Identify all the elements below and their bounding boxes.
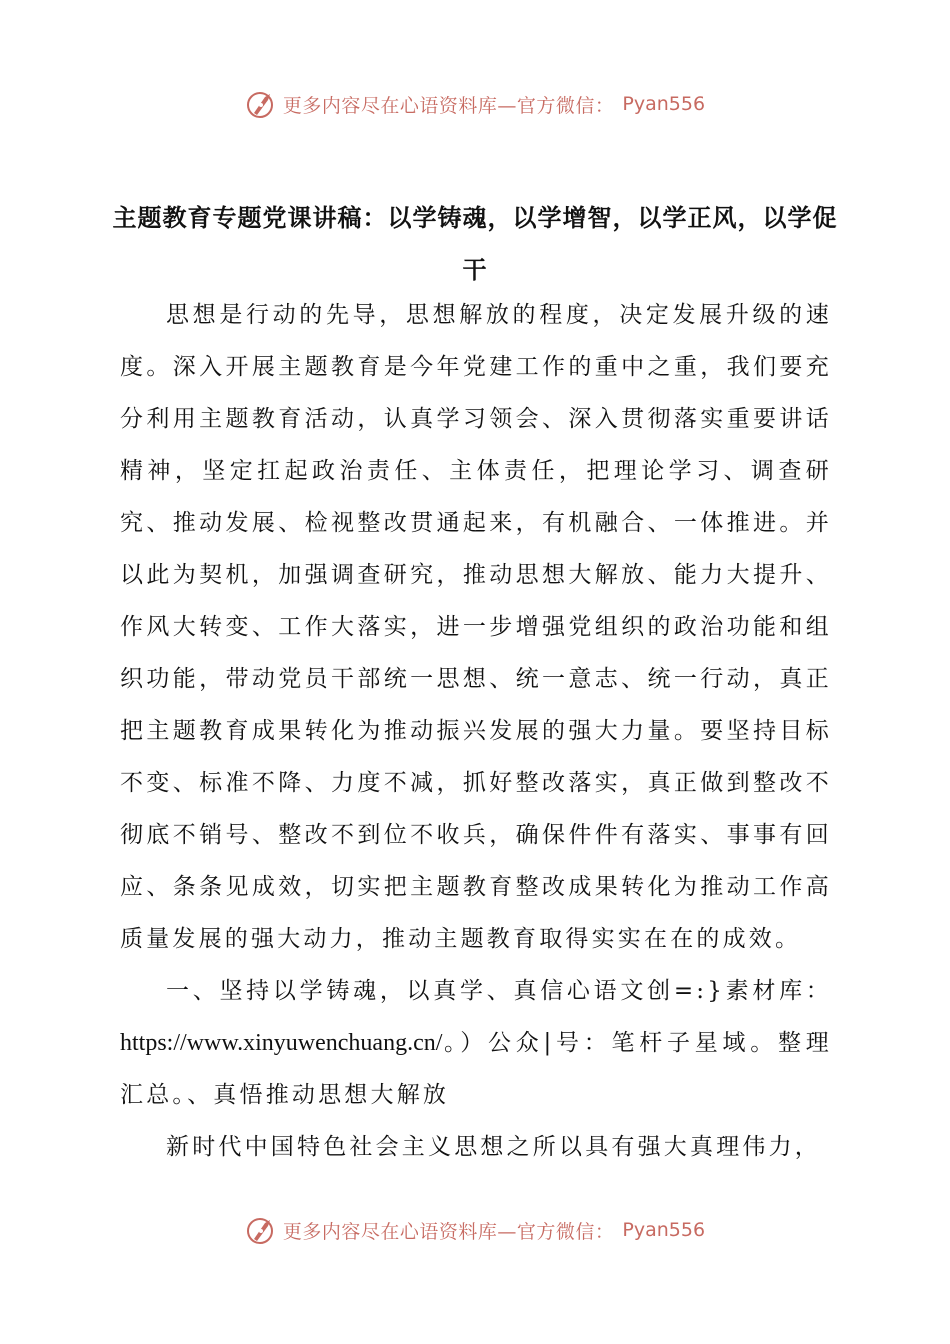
- body-paragraph: 思想是行动的先导，思想解放的程度，决定发展升级的速度。深入开展主题教育是今年党建工作的重中之重，我们要充分利用主题教育活动，认真学习领会、深入贯彻落实重要讲话精神，坚定扛起政治责任、主体责任，把理论学习、调查研究、推动发展、检视整改贯通起来，有机融合、一体推进。并以此为契机，加强调查研究，推动思想大解放、能力大提升、作风大转变、工作大落实，进一步增强党组织的政治功能和组织功能，带动党员干部统一思想、统一意志、统一行动，真正把主题教育成果转化为推动振兴发展的强大力量。要坚持目标不变、标准不降、力度不减，抓好整改落实，真正做到整改不彻底不销号、整改不到位不收兵，确保件件有落实、事事有回应、条条见成效，切实把主题教育整改成果转化为推动工作高质量发展的强大动力，推动主题教育取得实实在在的成效。: [120, 302, 832, 952]
- footer-watermark: [0, 1210, 950, 1250]
- watermark-text: 更多内容尽在心语资料库—官方微信：: [282, 94, 615, 117]
- body-paragraph: 新时代中国特色社会主义思想之所以具有强大真理伟力，: [166, 1134, 821, 1160]
- section-text-before-url: 一、坚持以学铸魂，以真学、真信心语文创=:}素材库：: [166, 978, 832, 1004]
- url-link[interactable]: https://www.xinyuwenchuang.cn/: [120, 1030, 443, 1056]
- document-body: [120, 289, 832, 1173]
- watermark-id: Pyan556: [622, 93, 706, 115]
- document-title: 主题教育专题党课讲稿：以学铸魂，以学增智，以学正风，以学促干: [112, 204, 838, 284]
- pen-nib-circle-icon: [245, 1214, 277, 1246]
- pen-nib-circle-icon: [245, 88, 277, 120]
- watermark-text: 更多内容尽在心语资料库—官方微信：: [282, 1220, 615, 1243]
- header-watermark: [0, 84, 950, 124]
- section-text-after-url: 。）公众|号：笔杆子星域。整理汇总。、真悟推动思想大解放: [120, 1030, 832, 1108]
- section-heading-paragraph: [120, 965, 832, 1121]
- watermark-id: Pyan556: [622, 1219, 706, 1241]
